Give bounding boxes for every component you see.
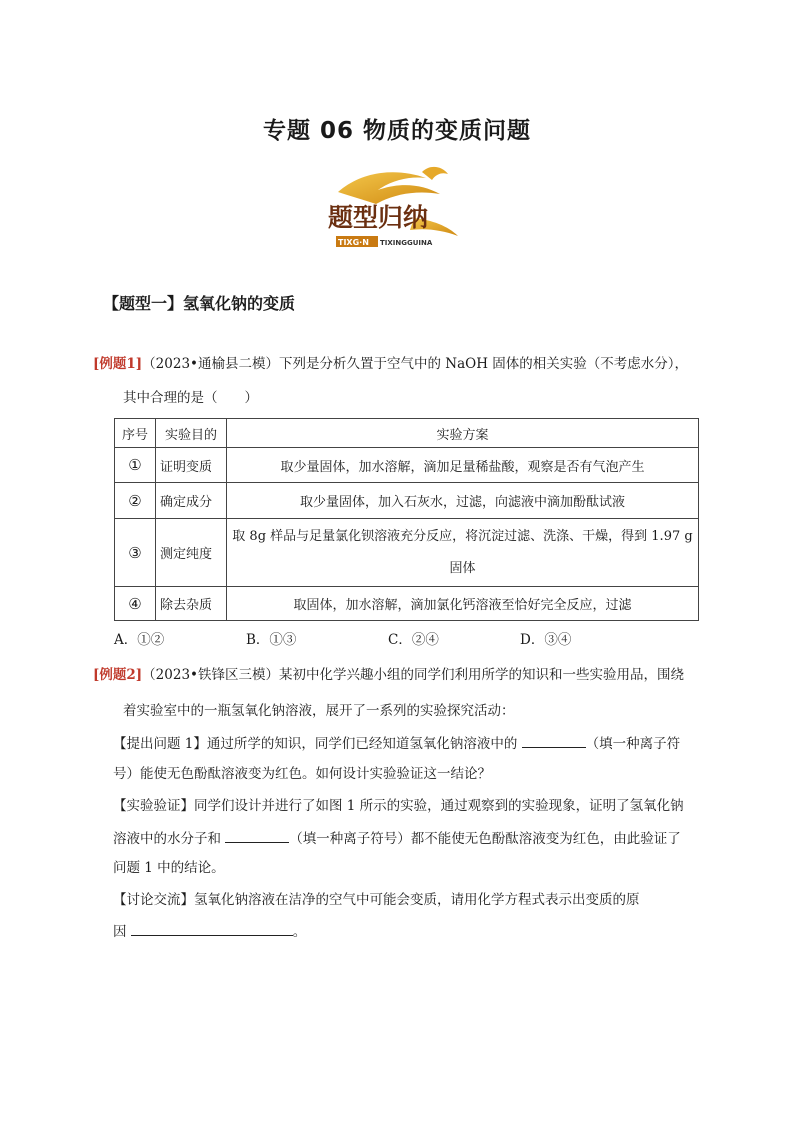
example2-line2: 着实验室中的一瓶氢氧化钠溶液，展开了一系列的实验探究活动：	[123, 703, 515, 719]
answer-blank-3[interactable]	[131, 921, 293, 936]
header-index: 序号	[115, 419, 156, 448]
example1-line1: [例题1]（2023•通榆县二模）下列是分析久置于空气中的 NaOH 固体的相关实验（不考虑水分），	[93, 356, 689, 372]
section-heading: 【题型一】氢氧化钠的变质	[103, 294, 296, 313]
experiment-table	[114, 418, 699, 621]
choice-b[interactable]: B．①③	[246, 632, 297, 648]
table-row: ② 确定成分 取少量固体，加入石灰水，过滤，向滤液中滴加酚酞试液	[115, 483, 699, 519]
answer-blank-2[interactable]	[225, 828, 289, 843]
page-title: 专题 06 物质的变质问题	[262, 118, 532, 144]
question1-line2: 号）能使无色酚酞溶液变为红色。如何设计实验验证这一结论？	[113, 766, 491, 782]
choice-d[interactable]: D．③④	[520, 632, 572, 648]
example1-line2: 其中合理的是（ ）	[123, 390, 258, 406]
verify-line1: 【实验验证】同学们设计并进行了如图 1 所示的实验，通过观察到的实验现象，证明了氢氧化钠	[113, 798, 684, 814]
verify-line2: 溶液中的水分子和 （填一种离子符号）都不能使无色酚酞溶液变为红色，由此验证了	[113, 828, 681, 849]
logo	[318, 160, 468, 260]
svg-text:TIXINGGUINA: TIXINGGUINA	[380, 239, 433, 247]
header-purpose: 实验目的	[156, 419, 227, 448]
discussion-line2: 因 。	[113, 921, 306, 942]
header-plan: 实验方案	[227, 419, 699, 448]
question1-line1: 【提出问题 1】通过所学的知识，同学们已经知道氢氧化钠溶液中的 （填一种离子符	[113, 733, 680, 754]
table-row: ③ 测定纯度 取 8g 样品与足量氯化钡溶液充分反应，将沉淀过滤、洗涤、干燥，得到 1.97 g 固体	[115, 519, 699, 587]
choice-c[interactable]: C．②④	[388, 632, 439, 648]
choice-a[interactable]: A．①②	[114, 632, 165, 648]
svg-text:TIXG·N: TIXG·N	[338, 238, 369, 247]
verify-line3: 问题 1 中的结论。	[113, 860, 225, 876]
table-row: ④ 除去杂质 取固体，加水溶解，滴加氯化钙溶液至恰好完全反应，过滤	[115, 587, 699, 621]
example2-line1: [例题2]（2023•铁锋区三模）某初中化学兴趣小组的同学们利用所学的知识和一些实验用品，围绕	[93, 667, 684, 683]
phoenix-logo-icon	[318, 160, 468, 260]
table-row: ① 证明变质 取少量固体，加水溶解，滴加足量稀盐酸，观察是否有气泡产生	[115, 448, 699, 483]
svg-text:题型归纳: 题型归纳	[328, 203, 429, 232]
discussion-line1: 【讨论交流】氢氧化钠溶液在洁净的空气中可能会变质，请用化学方程式表示出变质的原	[113, 892, 640, 908]
example1-tag: [例题1]	[93, 356, 143, 372]
table-header-row	[115, 419, 699, 448]
answer-blank-1[interactable]	[522, 733, 586, 748]
example2-tag: [例题2]	[93, 667, 143, 683]
